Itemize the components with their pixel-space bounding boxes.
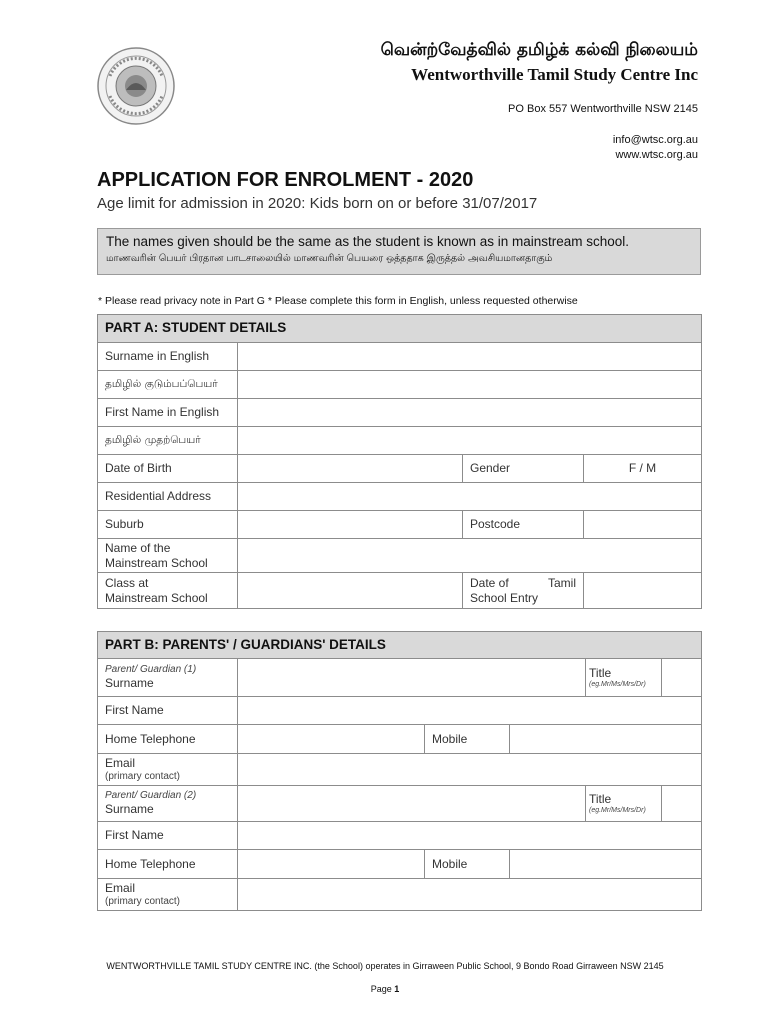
school-name-field[interactable] bbox=[238, 539, 702, 573]
guardian2-home-phone-field[interactable] bbox=[238, 850, 425, 879]
page-number bbox=[0, 984, 770, 994]
page-label: Page bbox=[370, 984, 392, 994]
guardian2-surname-text: Surname bbox=[105, 802, 154, 817]
first-name-tamil-label: தமிழில் முதற்பெயர் bbox=[98, 427, 238, 455]
part-b-heading: PART B: PARENTS' / GUARDIANS' DETAILS bbox=[98, 632, 702, 659]
entry-date-label bbox=[463, 573, 584, 609]
name-notice-box bbox=[97, 228, 701, 275]
guardian2-caption: Parent/ Guardian (2) bbox=[105, 789, 197, 801]
guardian1-first-name-field[interactable] bbox=[238, 697, 702, 725]
postal-address: PO Box 557 Wentworthville NSW 2145 bbox=[508, 103, 698, 115]
guardian2-title-text: Title bbox=[589, 791, 612, 806]
guardian2-title-hint: (eg.Mr/Ms/Mrs/Dr) bbox=[589, 806, 646, 814]
first-name-english-label: First Name in English bbox=[98, 399, 238, 427]
guardian1-caption: Parent/ Guardian (1) bbox=[105, 663, 197, 675]
surname-english-label: Surname in English bbox=[98, 343, 238, 371]
org-name: Wentworthville Tamil Study Centre Inc bbox=[411, 65, 698, 84]
guardian1-primary-contact: (primary contact) bbox=[105, 770, 181, 782]
guardian1-title-text: Title bbox=[589, 665, 612, 680]
guardian1-mobile-label: Mobile bbox=[425, 725, 510, 754]
guardian2-mobile-label: Mobile bbox=[425, 850, 510, 879]
suburb-field[interactable] bbox=[238, 511, 463, 539]
guardian2-mobile-field[interactable] bbox=[510, 850, 702, 879]
guardian1-title-hint: (eg.Mr/Ms/Mrs/Dr) bbox=[589, 680, 646, 688]
guardian1-home-phone-field[interactable] bbox=[238, 725, 425, 754]
privacy-note: * Please read privacy note in Part G * Please complete this form in English, unless requested otherwise bbox=[98, 295, 578, 307]
guardian1-mobile-field[interactable] bbox=[510, 725, 702, 754]
guardian1-first-name-label: First Name bbox=[98, 697, 238, 725]
guardian1-surname-text: Surname bbox=[105, 676, 154, 691]
entry-date-word1: Date of bbox=[470, 575, 509, 590]
gender-label: Gender bbox=[463, 455, 584, 483]
guardian1-email-label bbox=[98, 754, 238, 786]
website-link[interactable]: www.wtsc.org.au bbox=[615, 149, 698, 161]
guardian2-home-phone-label: Home Telephone bbox=[98, 850, 238, 879]
school-seal-logo bbox=[96, 46, 176, 126]
surname-english-field[interactable] bbox=[238, 343, 702, 371]
guardian1-email-text: Email bbox=[105, 755, 136, 770]
postcode-label: Postcode bbox=[463, 511, 584, 539]
suburb-label: Suburb bbox=[98, 511, 238, 539]
first-name-tamil-field[interactable] bbox=[238, 427, 702, 455]
dob-field[interactable] bbox=[238, 455, 463, 483]
school-name-label-line2: Mainstream School bbox=[105, 555, 208, 570]
surname-tamil-field[interactable] bbox=[238, 371, 702, 399]
class-field[interactable] bbox=[238, 573, 463, 609]
entry-date-line2: School Entry bbox=[470, 590, 539, 605]
page-number-value: 1 bbox=[394, 984, 400, 994]
dob-label: Date of Birth bbox=[98, 455, 238, 483]
guardian2-surname-label bbox=[98, 786, 238, 822]
guardian1-home-phone-label: Home Telephone bbox=[98, 725, 238, 754]
notice-tamil: மாணவரின் பெயர் பிரதான பாடசாலையில் மாணவரின் பெயரை ஒத்ததாக இருத்தல் அவசியமானதாகும் bbox=[106, 253, 553, 264]
guardian1-surname-label bbox=[98, 659, 238, 697]
guardian2-primary-contact: (primary contact) bbox=[105, 895, 181, 907]
guardian1-email-field[interactable] bbox=[238, 754, 702, 786]
guardian2-title-label bbox=[586, 786, 662, 822]
guardian2-email-label bbox=[98, 879, 238, 911]
org-name-tamil: வென்ற்வேத்வில் தமிழ்க் கல்வி நிலையம் bbox=[380, 40, 698, 60]
class-label-line2: Mainstream School bbox=[105, 590, 208, 605]
guardian1-surname-field[interactable] bbox=[238, 659, 586, 697]
entry-date-word2: Tamil bbox=[547, 575, 576, 590]
gender-field[interactable]: F / M bbox=[584, 455, 702, 483]
contact-email[interactable]: info@wtsc.org.au bbox=[612, 134, 698, 146]
part-a-heading: PART A: STUDENT DETAILS bbox=[98, 315, 702, 343]
age-limit-note: Age limit for admission in 2020: Kids born on or before 31/07/2017 bbox=[97, 195, 538, 212]
address-label: Residential Address bbox=[98, 483, 238, 511]
class-label-line1: Class at bbox=[105, 575, 149, 590]
part-a-table bbox=[97, 314, 702, 609]
guardian2-first-name-label: First Name bbox=[98, 822, 238, 850]
address-field[interactable] bbox=[238, 483, 702, 511]
guardian2-email-field[interactable] bbox=[238, 879, 702, 911]
surname-tamil-label: தமிழில் குடும்பப்பெயர் bbox=[98, 371, 238, 399]
guardian1-title-label bbox=[586, 659, 662, 697]
guardian2-first-name-field[interactable] bbox=[238, 822, 702, 850]
form-title: APPLICATION FOR ENROLMENT - 2020 bbox=[97, 169, 474, 191]
part-b-table bbox=[97, 631, 702, 911]
class-label bbox=[98, 573, 238, 609]
first-name-english-field[interactable] bbox=[238, 399, 702, 427]
guardian1-title-field[interactable] bbox=[662, 659, 702, 697]
entry-date-line1 bbox=[470, 576, 576, 591]
school-name-label bbox=[98, 539, 238, 573]
guardian2-email-text: Email bbox=[105, 880, 136, 895]
postcode-field[interactable] bbox=[584, 511, 702, 539]
notice-english: The names given should be the same as the student is known as in mainstream school. bbox=[106, 234, 630, 249]
guardian2-title-field[interactable] bbox=[662, 786, 702, 822]
page-footer: WENTWORTHVILLE TAMIL STUDY CENTRE INC. (the School) operates in Girraween Public School, 9 Bondo Road Girraween NSW 2145 bbox=[106, 961, 664, 971]
school-name-label-line1: Name of the bbox=[105, 540, 171, 555]
entry-date-field[interactable] bbox=[584, 573, 702, 609]
guardian2-surname-field[interactable] bbox=[238, 786, 586, 822]
